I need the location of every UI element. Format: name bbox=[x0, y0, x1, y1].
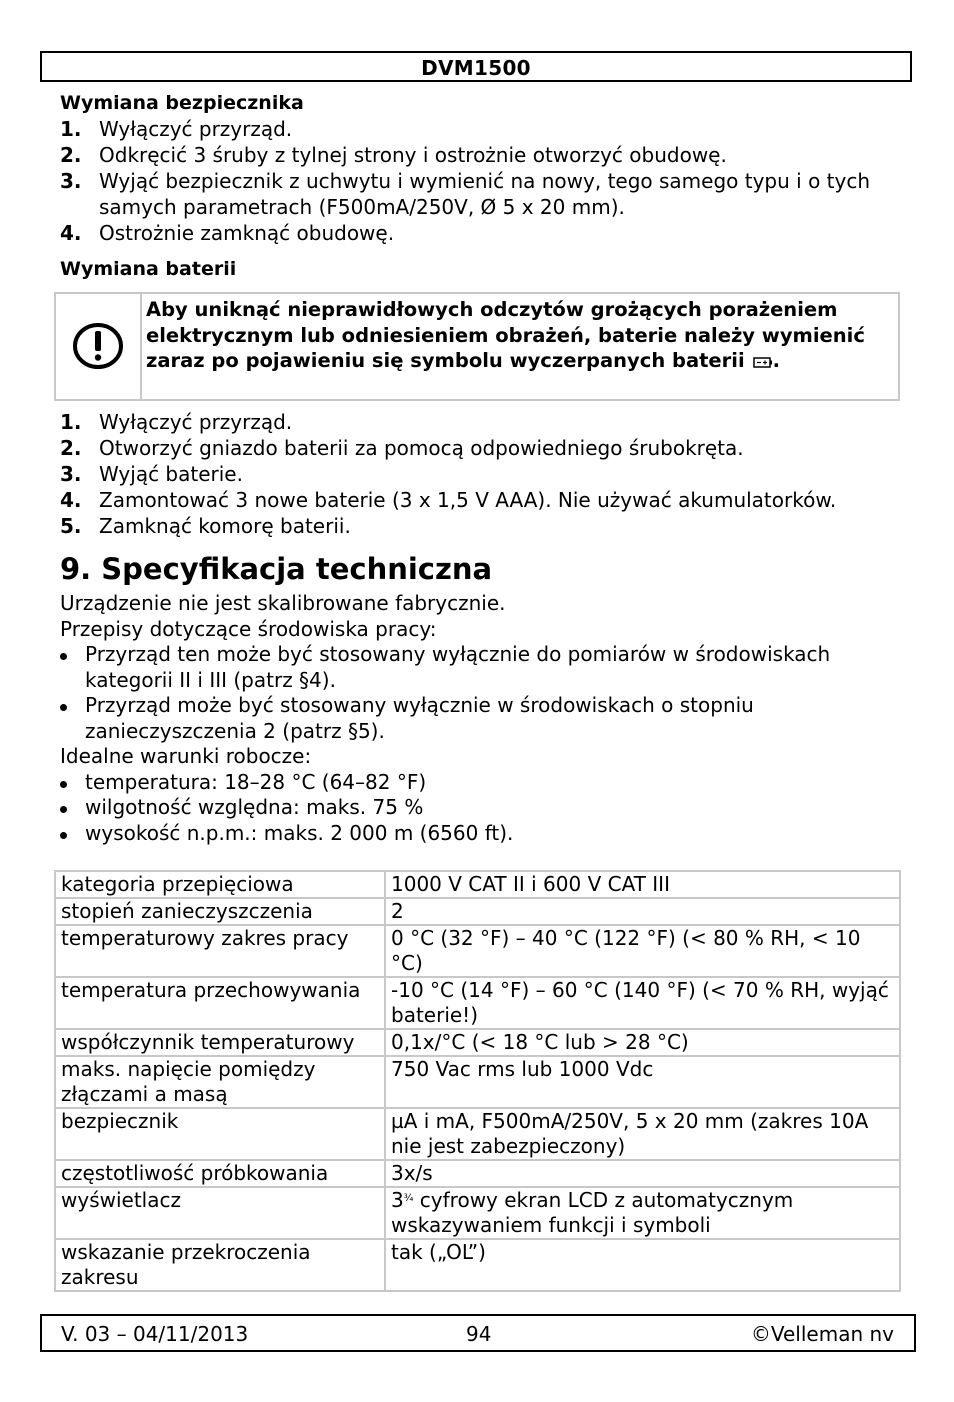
display-description: cyfrowy ekran LCD z automatycznym wskazywaniem funkcji i symboli bbox=[391, 1188, 794, 1237]
warning-message: Aby uniknąć nieprawidłowych odczytów grożących porażeniem elektrycznym lub odniesieniem obrażeń, baterie należy wymienić zaraz po pojawieniu się symbolu wyczerpanych baterii bbox=[146, 298, 865, 372]
table-row bbox=[55, 1160, 900, 1187]
ideal-label: Idealne warunki robocze: bbox=[60, 744, 312, 768]
display-fraction: ¾ bbox=[403, 1193, 414, 1204]
spec-value: 2 bbox=[385, 898, 900, 925]
ideal-bullets bbox=[60, 770, 900, 847]
table-row bbox=[55, 1056, 900, 1108]
battery-low-icon bbox=[753, 356, 773, 368]
spec-value: -10 °C (14 °F) – 60 °C (140 °F) (< 70 % RH, wyjąć baterie!) bbox=[385, 977, 900, 1029]
step-number: 5. bbox=[60, 514, 82, 538]
list-item bbox=[60, 409, 900, 435]
table-row bbox=[55, 1187, 900, 1239]
spec-key: współczynnik temperaturowy bbox=[55, 1029, 385, 1056]
footer-copyright: ©Velleman nv bbox=[750, 1322, 894, 1346]
spec-key: wyświetlacz bbox=[55, 1187, 385, 1239]
table-row bbox=[55, 1239, 900, 1291]
list-item: temperatura: 18–28 °C (64–82 °F) bbox=[60, 770, 900, 796]
step-number: 3. bbox=[60, 169, 82, 193]
page-content bbox=[60, 90, 900, 846]
spec-key: kategoria przepięciowa bbox=[55, 871, 385, 898]
fuse-steps bbox=[60, 116, 900, 246]
table-row bbox=[55, 1108, 900, 1160]
warning-end: . bbox=[772, 349, 781, 372]
list-item: wilgotność względna: maks. 75 % bbox=[60, 795, 900, 821]
env-bullets bbox=[60, 642, 900, 744]
list-item bbox=[60, 220, 900, 246]
table-row bbox=[55, 925, 900, 977]
spec-value: tak („OL”) bbox=[385, 1239, 900, 1291]
spec-key: temperaturowy zakres pracy bbox=[55, 925, 385, 977]
table-row bbox=[55, 1029, 900, 1056]
step-number: 4. bbox=[60, 488, 82, 512]
step-number: 1. bbox=[60, 410, 82, 434]
fuse-heading: Wymiana bezpiecznika bbox=[60, 92, 304, 114]
spec-value: 0 °C (32 °F) – 40 °C (122 °F) (< 80 % RH, < 10 °C) bbox=[385, 925, 900, 977]
spec-key: maks. napięcie pomiędzy złączami a masą bbox=[55, 1056, 385, 1108]
section-title: 9. Specyfikacja techniczna bbox=[60, 552, 493, 586]
env-label: Przepisy dotyczące środowiska pracy: bbox=[60, 616, 437, 641]
list-item bbox=[60, 461, 900, 487]
footer-page-number: 94 bbox=[466, 1322, 492, 1346]
step-number: 1. bbox=[60, 117, 82, 141]
spec-value: 750 Vac rms lub 1000 Vdc bbox=[385, 1056, 900, 1108]
spec-key: bezpiecznik bbox=[55, 1108, 385, 1160]
header-title: DVM1500 bbox=[421, 56, 531, 80]
step-text: Ostrożnie zamknąć obudowę. bbox=[99, 221, 395, 245]
document-footer bbox=[40, 1314, 916, 1352]
exclamation-circle-icon bbox=[72, 322, 124, 370]
step-number: 2. bbox=[60, 143, 82, 167]
spec-value: 1000 V CAT II i 600 V CAT III bbox=[385, 871, 900, 898]
calibration-note: Urządzenie nie jest skalibrowane fabrycznie. bbox=[60, 591, 506, 615]
spec-key: wskazanie przekroczenia zakresu bbox=[55, 1239, 385, 1291]
document-header bbox=[40, 51, 912, 82]
step-text: Otworzyć gniazdo baterii za pomocą odpowiedniego śrubokręta. bbox=[99, 436, 744, 460]
display-digits: 3 bbox=[391, 1188, 404, 1212]
spec-key: częstotliwość próbkowania bbox=[55, 1160, 385, 1187]
battery-heading: Wymiana baterii bbox=[60, 258, 237, 280]
spec-table bbox=[54, 870, 901, 1292]
list-item: Przyrząd ten może być stosowany wyłącznie do pomiarów w środowiskach kategorii II i III (patrz §4). bbox=[60, 642, 900, 693]
list-item bbox=[60, 142, 900, 168]
spec-value: µA i mA, F500mA/250V, 5 x 20 mm (zakres 10A nie jest zabezpieczony) bbox=[385, 1108, 900, 1160]
list-item bbox=[60, 435, 900, 461]
spec-value bbox=[385, 1187, 900, 1239]
spec-value: 0,1x/°C (< 18 °C lub > 28 °C) bbox=[385, 1029, 900, 1056]
warning-text bbox=[146, 297, 896, 374]
warning-icon-cell bbox=[56, 294, 142, 399]
step-text: Odkręcić 3 śruby z tylnej strony i ostrożnie otworzyć obudowę. bbox=[99, 143, 727, 167]
list-item: wysokość n.p.m.: maks. 2 000 m (6560 ft). bbox=[60, 821, 900, 847]
battery-steps bbox=[60, 409, 900, 539]
step-number: 4. bbox=[60, 221, 82, 245]
list-item bbox=[60, 487, 900, 513]
spec-value: 3x/s bbox=[385, 1160, 900, 1187]
list-item bbox=[60, 168, 900, 220]
step-text: Wyłączyć przyrząd. bbox=[99, 410, 293, 434]
table-row bbox=[55, 898, 900, 925]
warning-box bbox=[54, 292, 900, 401]
list-item bbox=[60, 116, 900, 142]
footer-version: V. 03 – 04/11/2013 bbox=[61, 1322, 249, 1346]
table-row bbox=[55, 977, 900, 1029]
step-text: Zamknąć komorę baterii. bbox=[99, 514, 351, 538]
spec-key: stopień zanieczyszczenia bbox=[55, 898, 385, 925]
list-item bbox=[60, 513, 900, 539]
step-text: Zamontować 3 nowe baterie (3 x 1,5 V AAA). Nie używać akumulatorków. bbox=[99, 488, 837, 512]
spec-key: temperatura przechowywania bbox=[55, 977, 385, 1029]
list-item: Przyrząd może być stosowany wyłącznie w środowiskach o stopniu zanieczyszczenia 2 (patrz §5). bbox=[60, 693, 900, 744]
step-text: Wyłączyć przyrząd. bbox=[99, 117, 293, 141]
step-text: Wyjąć baterie. bbox=[99, 462, 243, 486]
table-row bbox=[55, 871, 900, 898]
step-number: 3. bbox=[60, 462, 82, 486]
step-number: 2. bbox=[60, 436, 82, 460]
step-text: Wyjąć bezpiecznik z uchwytu i wymienić na nowy, tego samego typu i o tych samych parametrach (F500mA/250V, Ø 5 x 20 mm). bbox=[99, 169, 871, 219]
